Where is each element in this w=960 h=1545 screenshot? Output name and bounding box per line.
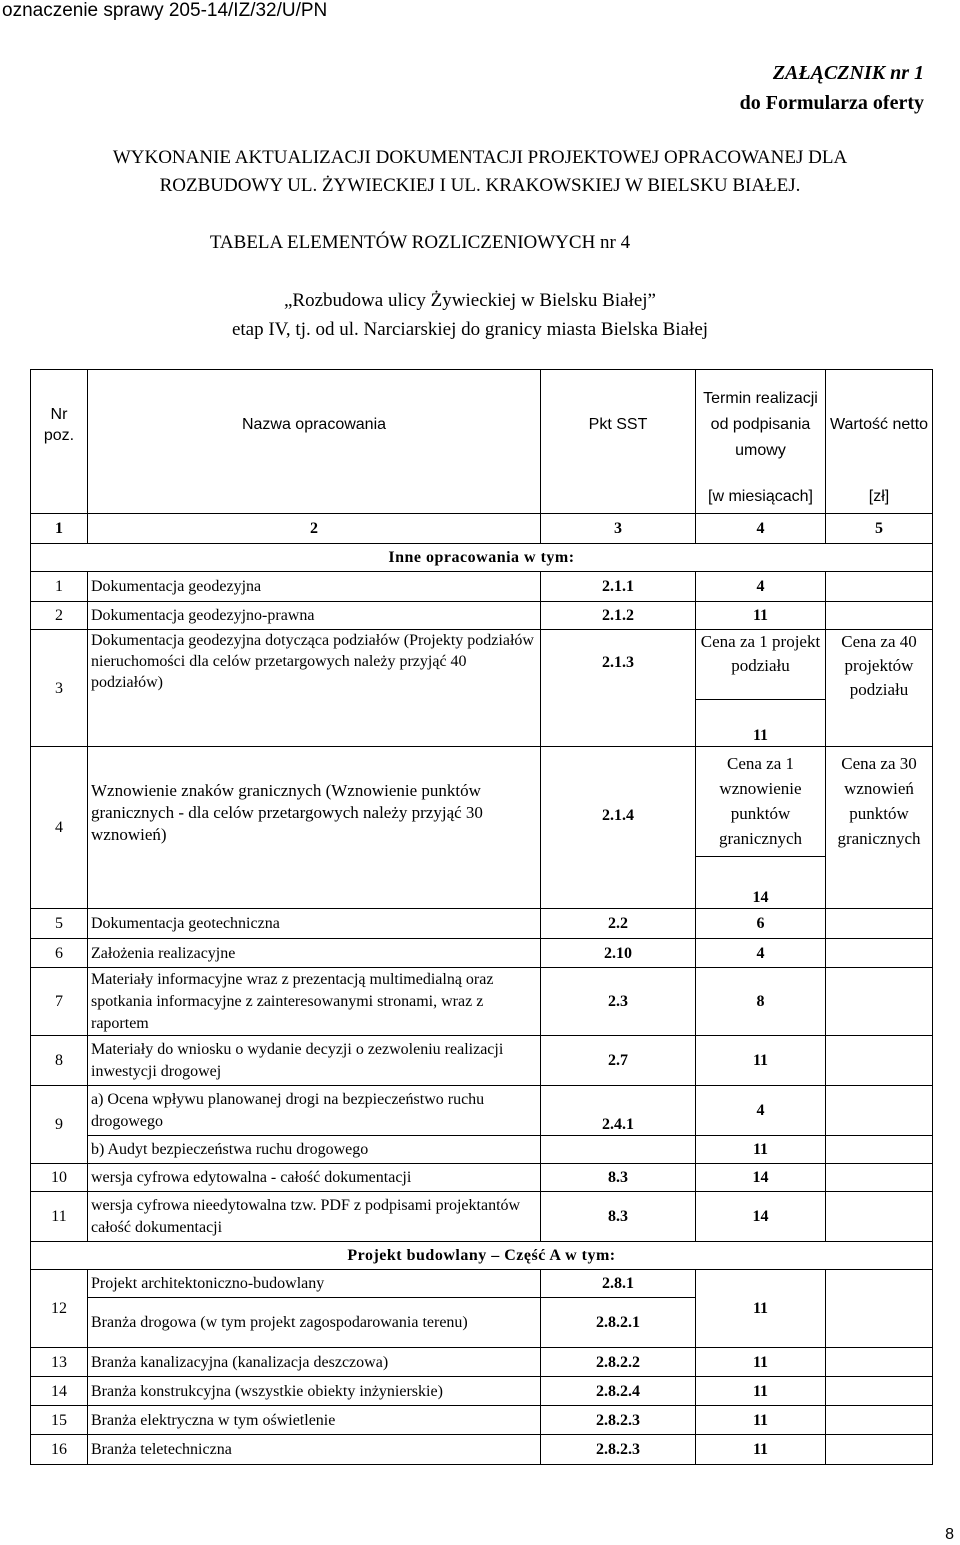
document-title-line2: ROZBUDOWY UL. ŻYWIECKIEJ I UL. KRAKOWSKIEJ W BIELSKU BIAŁEJ. <box>159 175 801 196</box>
attachment-sublabel: do Formularza oferty <box>739 92 924 114</box>
table-row: 11 <box>31 700 933 747</box>
header-sst: Pkt SST <box>541 370 696 480</box>
table-row: 7 Materiały informacyjne wraz z prezentacją multimedialną oraz spotkania informacyjne z zainteresowanymi stronami, wraz z raportem 2.3 8 <box>31 968 933 1036</box>
header-value-unit: [zł] <box>826 480 933 514</box>
project-subtitle-line1: „Rozbudowa ulicy Żywieckiej w Bielsku Białej” <box>284 290 656 311</box>
table-row: 12 Projekt architektoniczno-budowlany 2.8.1 11 <box>31 1270 933 1298</box>
table-row: b) Audyt bezpieczeństwa ruchu drogowego 11 <box>31 1136 933 1164</box>
column-number-row: 1 2 3 4 5 <box>31 514 933 544</box>
table-row: 4 Wznowienie znaków granicznych (Wznowienie punktów granicznych - dla celów przetargowych należy przyjąć 30 wznowień) 2.1.4 Cena za 1 wznowienie punktów granicznych Cena za 30 wznowień punktów granicznych <box>31 747 933 857</box>
table-row: 16 Branża teletechniczna 2.8.2.3 11 <box>31 1435 933 1465</box>
table-row: 14 <box>31 857 933 909</box>
header-value: Wartość netto <box>826 370 933 480</box>
attachment-label: ZAŁĄCZNIK nr 1 <box>772 62 924 84</box>
header-row <box>31 370 933 480</box>
table-row: 8 Materiały do wniosku o wydanie decyzji o zezwoleniu realizacji inwestycji drogowej 2.7 11 <box>31 1036 933 1086</box>
table-row: 1 Dokumentacja geodezyjna 2.1.1 4 <box>31 572 933 602</box>
table-row: 9 a) Ocena wpływu planowanej drogi na bezpieczeństwo ruchu drogowego 2.4.1 4 <box>31 1086 933 1136</box>
table-row: 14 Branża konstrukcyjna (wszystkie obiekty inżynierskie) 2.8.2.4 11 <box>31 1377 933 1406</box>
project-subtitle-line2: etap IV, tj. od ul. Narciarskiej do granicy miasta Bielska Białej <box>231 319 709 340</box>
header-term: Termin realizacji od podpisania umowy <box>696 370 826 480</box>
settlement-elements-table <box>30 369 933 1465</box>
header-term-unit: [w miesiącach] <box>696 480 826 514</box>
table-label: TABELA ELEMENTÓW ROZLICZENIOWYCH nr 4 <box>209 232 631 253</box>
table-row: 2 Dokumentacja geodezyjno-prawna 2.1.2 11 <box>31 602 933 630</box>
case-number: oznaczenie sprawy 205-14/IZ/32/U/PN <box>2 0 328 21</box>
section-building: Projekt budowlany – Część A w tym: <box>31 1242 933 1270</box>
table-row: 5 Dokumentacja geotechniczna 2.2 6 <box>31 909 933 939</box>
table-row: Branża drogowa (w tym projekt zagospodarowania terenu) 2.8.2.1 <box>31 1298 933 1348</box>
document-title-line1: WYKONANIE AKTUALIZACJI DOKUMENTACJI PROJEKTOWEJ OPRACOWANEJ DLA <box>112 147 848 168</box>
table-row: 10 wersja cyfrowa edytowalna - całość dokumentacji 8.3 14 <box>31 1164 933 1192</box>
page-number: 8 <box>945 1526 954 1543</box>
table-row: 15 Branża elektryczna w tym oświetlenie 2.8.2.3 11 <box>31 1406 933 1435</box>
header-unit-row <box>31 480 933 514</box>
table-row: 6 Założenia realizacyjne 2.10 4 <box>31 939 933 968</box>
header-nr: Nr poz. <box>31 370 88 480</box>
section-other: Inne opracowania w tym: <box>31 544 933 572</box>
table-row: 13 Branża kanalizacyjna (kanalizacja deszczowa) 2.8.2.2 11 <box>31 1348 933 1377</box>
table-row: 3 Dokumentacja geodezyjna dotycząca podziałów (Projekty podziałów nieruchomości dla celów przetargowych należy przyjąć 40 podziałów) 2.1.3 Cena za 1 projekt podziału Cena za 40 projektów podziału <box>31 630 933 700</box>
table-row: 11 wersja cyfrowa nieedytowalna tzw. PDF z podpisami projektantów całość dokumentacji 8.3 14 <box>31 1192 933 1242</box>
header-name: Nazwa opracowania <box>88 370 541 480</box>
